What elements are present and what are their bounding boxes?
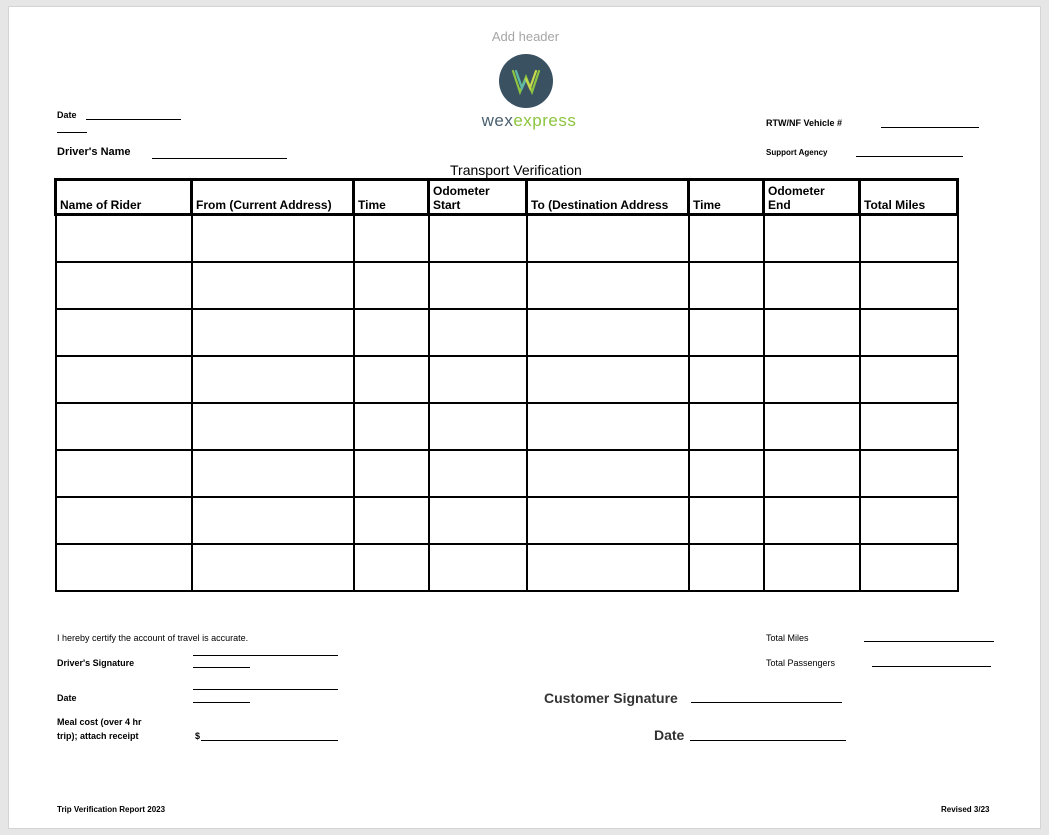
table-cell[interactable]: [764, 450, 860, 497]
table-cell[interactable]: [192, 356, 354, 403]
table-cell[interactable]: [192, 497, 354, 544]
footer-right: Revised 3/23: [941, 805, 990, 814]
table-row: [56, 309, 958, 356]
header-placeholder[interactable]: Add header: [491, 29, 560, 44]
table-cell[interactable]: [429, 544, 527, 591]
table-cell[interactable]: [764, 262, 860, 309]
table-cell[interactable]: [527, 403, 689, 450]
table-cell[interactable]: [689, 309, 764, 356]
table-cell[interactable]: [354, 450, 429, 497]
table-row: [56, 262, 958, 309]
drivers-signature-line-top[interactable]: [193, 655, 338, 656]
table-cell[interactable]: [764, 215, 860, 263]
table-cell[interactable]: [192, 544, 354, 591]
table-cell[interactable]: [354, 497, 429, 544]
table-cell[interactable]: [764, 356, 860, 403]
wexexpress-logo-icon: [499, 54, 553, 108]
table-cell[interactable]: [429, 309, 527, 356]
date-signature-line-top[interactable]: [193, 689, 338, 690]
table-cell[interactable]: [56, 356, 192, 403]
table-cell[interactable]: [192, 309, 354, 356]
col-time-start: Time: [354, 180, 429, 215]
col-odometer-end-line1: Odometer: [768, 184, 825, 198]
table-row: [56, 356, 958, 403]
table-cell[interactable]: [56, 403, 192, 450]
col-odometer-start-line2: Start: [433, 198, 461, 212]
meal-cost-line[interactable]: [201, 740, 338, 741]
table-cell[interactable]: [527, 262, 689, 309]
total-miles-line[interactable]: [864, 641, 994, 642]
table-cell[interactable]: [860, 215, 958, 263]
table-cell[interactable]: [192, 403, 354, 450]
table-row: [56, 450, 958, 497]
table-cell[interactable]: [860, 450, 958, 497]
col-odometer-end: [764, 180, 860, 215]
table-cell[interactable]: [192, 215, 354, 263]
customer-date-line[interactable]: [690, 740, 846, 741]
table-header-row: [56, 180, 958, 215]
table-row: [56, 403, 958, 450]
col-time-end: Time: [689, 180, 764, 215]
table-cell[interactable]: [56, 215, 192, 263]
table-cell[interactable]: [429, 356, 527, 403]
drivers-name-line[interactable]: [152, 158, 287, 159]
drivers-signature-label: Driver's Signature: [57, 658, 135, 668]
table-row: [56, 215, 958, 263]
table-cell[interactable]: [354, 215, 429, 263]
table-cell[interactable]: [689, 356, 764, 403]
vehicle-label: RTW/NF Vehicle #: [766, 118, 843, 128]
table-cell[interactable]: [192, 262, 354, 309]
wexexpress-logo-text: wexexpress: [481, 111, 577, 130]
date-line-continued[interactable]: [57, 132, 87, 133]
table-cell[interactable]: [860, 262, 958, 309]
table-cell[interactable]: [354, 356, 429, 403]
meal-cost-label-line1: Meal cost (over 4 hr: [57, 717, 142, 727]
total-miles-label: Total Miles: [766, 633, 809, 643]
table-cell[interactable]: [689, 262, 764, 309]
document-page: [8, 6, 1041, 829]
customer-date-label: Date: [654, 727, 685, 743]
table-cell[interactable]: [429, 403, 527, 450]
col-odometer-start-line1: Odometer: [433, 184, 490, 198]
table-cell[interactable]: [56, 497, 192, 544]
table-cell[interactable]: [354, 309, 429, 356]
col-from-address: From (Current Address): [192, 180, 354, 215]
col-odometer-end-line2: End: [768, 198, 791, 212]
table-cell[interactable]: [56, 450, 192, 497]
table-cell[interactable]: [527, 356, 689, 403]
table-cell[interactable]: [527, 497, 689, 544]
drivers-signature-line[interactable]: [193, 667, 250, 668]
customer-signature-label: Customer Signature: [544, 690, 678, 706]
table-cell[interactable]: [689, 215, 764, 263]
date-line[interactable]: [86, 119, 181, 120]
table-cell[interactable]: [527, 215, 689, 263]
drivers-name-label: Driver's Name: [57, 146, 131, 158]
table-cell[interactable]: [527, 450, 689, 497]
table-cell[interactable]: [860, 309, 958, 356]
certification-date-label: Date: [57, 693, 77, 703]
table-cell[interactable]: [764, 403, 860, 450]
table-cell[interactable]: [429, 215, 527, 263]
col-total-miles: Total Miles: [860, 180, 958, 215]
table-cell[interactable]: [192, 450, 354, 497]
date-label: Date: [57, 110, 77, 120]
table-cell[interactable]: [860, 403, 958, 450]
table-row: [56, 544, 958, 591]
table-cell[interactable]: [527, 309, 689, 356]
table-cell[interactable]: [527, 544, 689, 591]
table-cell[interactable]: [689, 497, 764, 544]
total-passengers-label: Total Passengers: [766, 658, 836, 668]
table-row: [56, 497, 958, 544]
meal-cost-label-line2: trip); attach receipt: [57, 731, 139, 741]
total-passengers-line[interactable]: [872, 666, 991, 667]
table-cell[interactable]: [429, 262, 527, 309]
table-cell[interactable]: [764, 497, 860, 544]
support-agency-line[interactable]: [856, 156, 963, 157]
table-cell[interactable]: [860, 544, 958, 591]
form-title: Transport Verification: [450, 162, 582, 178]
col-to-address: To (Destination Address: [527, 180, 689, 215]
table-body: [56, 215, 958, 592]
col-odometer-start: [429, 180, 527, 215]
table-cell[interactable]: [429, 497, 527, 544]
certification-date-line[interactable]: [193, 702, 250, 703]
table-cell[interactable]: [860, 497, 958, 544]
table-cell[interactable]: [764, 544, 860, 591]
table-cell[interactable]: [56, 544, 192, 591]
customer-signature-line[interactable]: [691, 702, 842, 703]
table-cell[interactable]: [56, 262, 192, 309]
table-cell[interactable]: [689, 544, 764, 591]
footer-left: Trip Verification Report 2023: [57, 805, 166, 814]
table-cell[interactable]: [429, 450, 527, 497]
table-cell[interactable]: [689, 403, 764, 450]
transport-table: [54, 178, 959, 592]
col-name-of-rider: Name of Rider: [56, 180, 192, 215]
table-cell[interactable]: [689, 450, 764, 497]
table-cell[interactable]: [354, 544, 429, 591]
currency-symbol: $: [195, 731, 201, 741]
table-cell[interactable]: [354, 403, 429, 450]
table-cell[interactable]: [56, 309, 192, 356]
support-agency-label: Support Agency: [766, 148, 828, 157]
table-cell[interactable]: [354, 262, 429, 309]
table-cell[interactable]: [860, 356, 958, 403]
table-cell[interactable]: [764, 309, 860, 356]
vehicle-line[interactable]: [881, 127, 979, 128]
certification-statement: I hereby certify the account of travel is accurate.: [57, 633, 249, 643]
